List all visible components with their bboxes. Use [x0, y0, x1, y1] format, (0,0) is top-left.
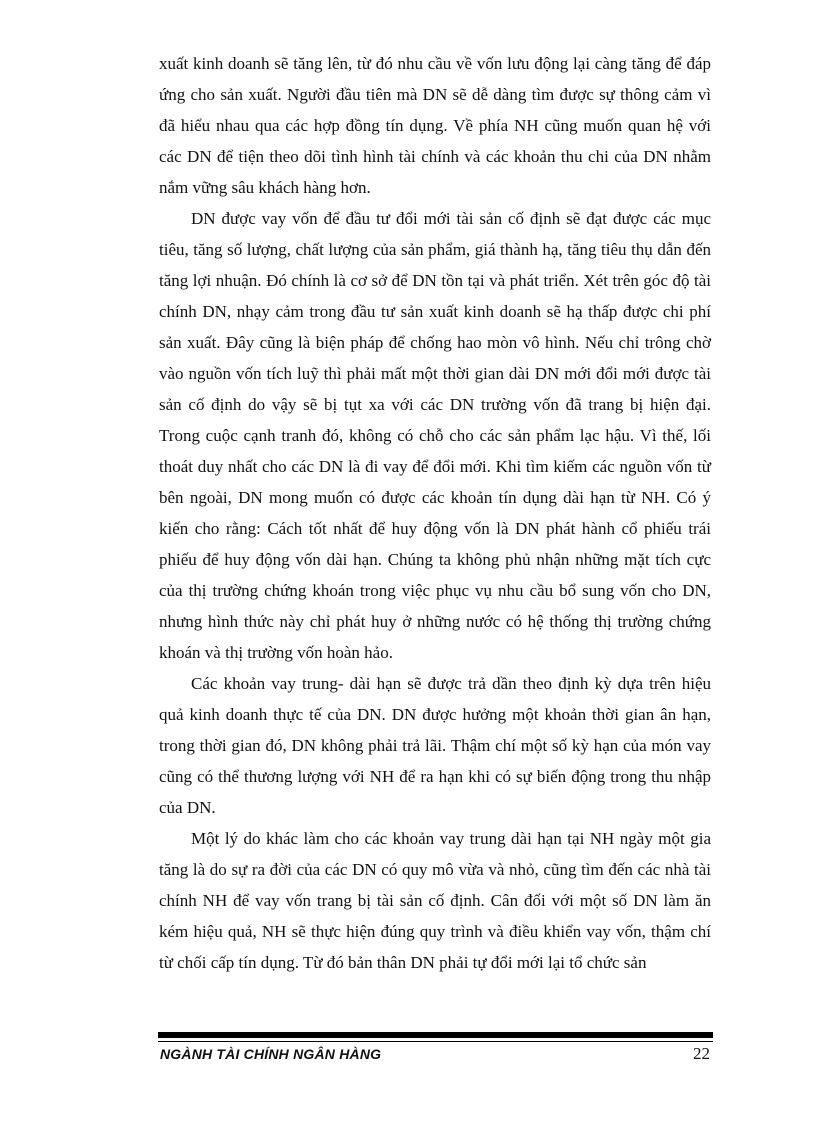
footer-title: NGÀNH TÀI CHÍNH NGÂN HÀNG [160, 1046, 382, 1062]
footer-divider-thick [158, 1032, 713, 1038]
paragraph-1: xuất kinh doanh sẽ tăng lên, từ đó nhu cầu về vốn lưu động lại càng tăng để đáp ứng cho sản xuất. Người đầu tiên mà DN sẽ dễ dàng tìm được sự thông cảm vì đã hiểu nhau qua các hợp đồng tín dụng. Về phía NH cũng muốn quan hệ với các DN để tiện theo dõi tình hình tài chính và các khoản thu chi của DN nhằm nắm vững sâu khách hàng hơn. [159, 54, 711, 197]
paragraph-3: Các khoản vay trung- dài hạn sẽ được trả dần theo định kỳ dựa trên hiệu quả kinh doanh thực tế của DN. DN được hưởng một khoản thời gian ân hạn, trong thời gian đó, DN không phải trả lãi. Thậm chí một số kỳ hạn của món vay cũng có thể thương lượng với NH để ra hạn khi có sự biến động trong thu nhập của DN. [159, 674, 711, 817]
footer-divider-thin [158, 1041, 713, 1042]
page-number: 22 [693, 1044, 710, 1063]
page-body [159, 48, 711, 978]
paragraph-4: Một lý do khác làm cho các khoản vay trung dài hạn tại NH ngày một gia tăng là do sự ra đời của các DN có quy mô vừa và nhỏ, cũng tìm đến các nhà tài chính NH để vay vốn trang bị tài sản cố định. Cân đối với một số DN làm ăn kém hiệu quả, NH sẽ thực hiện đúng quy trình và điều khiển vay vốn, thậm chí từ chối cấp tín dụng. Từ đó bản thân DN phải tự đổi mới lại tổ chức sản [159, 829, 711, 972]
paragraph-2: DN được vay vốn để đầu tư đổi mới tài sản cố định sẽ đạt được các mục tiêu, tăng số lượng, chất lượng của sản phẩm, giá thành hạ, tăng tiêu thụ dẫn đến tăng lợi nhuận. Đó chính là cơ sở để DN tồn tại và phát triển. Xét trên góc độ tài chính DN, nhạy cảm trong đầu tư sản xuất kinh doanh sẽ hạ thấp được chi phí sản xuất. Đây cũng là biện pháp để chống hao mòn vô hình. Nếu chỉ trông chờ vào nguồn vốn tích luỹ thì phải mất một thời gian dài DN mới đổi mới được tài sản cố định do vậy sẽ bị tụt xa với các DN trường vốn đã trang bị hiện đại. Trong cuộc cạnh tranh đó, không có chỗ cho các sản phẩm lạc hậu. Vì thế, lối thoát duy nhất cho các DN là đi vay để đổi mới. Khi tìm kiếm các nguồn vốn từ bên ngoài, DN mong muốn có được các khoản tín dụng dài hạn từ NH. Có ý kiến cho rằng: Cách tốt nhất để huy động vốn là DN phát hành cổ phiếu trái phiếu để huy động vốn dài hạn. Chúng ta không phủ nhận những mặt tích cực của thị trường chứng khoán trong việc phục vụ nhu cầu bổ sung vốn cho DN, nhưng hình thức này chỉ phát huy ở những nước có hệ thống thị trường chứng khoán và thị trường vốn hoàn hảo. [159, 209, 711, 662]
